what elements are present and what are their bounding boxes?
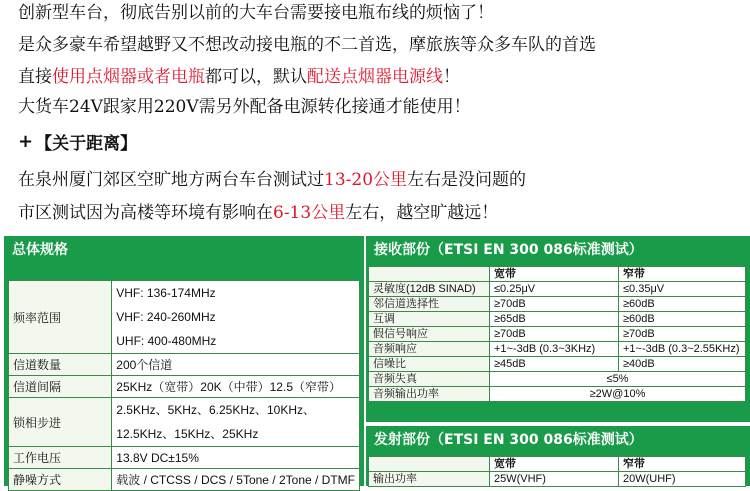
receive-panel-title: 接收部份（ETSI EN 300 086标准测试） [374, 242, 643, 258]
promo-line-2: 是众多豪车希望越野又不想改动接电瓶的不二首选，摩旅族等众多车队的首选 [18, 35, 596, 55]
transmit-col-narrow: 窄带 [619, 457, 746, 472]
step-label: 锁相步进 [9, 398, 112, 447]
audio-power-label: 音频输出功率 [369, 387, 490, 402]
receive-col-narrow: 窄带 [619, 267, 746, 282]
promo-highlight-1: 使用点烟器或者电瓶 [52, 67, 205, 87]
receive-row-narrow: ≥70dB [619, 327, 746, 342]
receive-row-label: 假信号响应 [369, 327, 490, 342]
table-row [9, 281, 360, 354]
distance-highlight-1: 13-20公里 [324, 170, 408, 190]
squelch-value: 载波 / CTCSS / DCS / 5Tone / 2Tone / DTMF [112, 469, 360, 491]
distortion-value: ≤5% [490, 372, 746, 387]
distortion-label: 音频失真 [369, 372, 490, 387]
receive-col-wide: 宽带 [490, 267, 619, 282]
receive-panel [366, 236, 750, 422]
spacing-label: 信道间隔 [9, 376, 112, 398]
step-value-1: 2.5KHz、5KHz、6.25KHz、10KHz、 [116, 403, 316, 417]
power-narrow: 20W(UHF) [619, 472, 746, 487]
transmit-panel [366, 426, 750, 486]
voltage-label: 工作电压 [9, 447, 112, 469]
receive-row-label: 信噪比 [369, 357, 490, 372]
transmit-header-blank [369, 457, 490, 472]
power-wide: 25W(VHF) [490, 472, 619, 487]
receive-row-narrow: ≤0.35μV [619, 282, 746, 297]
transmit-panel-title: 发射部份（ETSI EN 300 086标准测试） [374, 432, 643, 448]
table-row [369, 387, 746, 402]
freq-value [112, 281, 360, 354]
receive-row-label: 邻信道选择性 [369, 297, 490, 312]
table-row [369, 357, 746, 372]
freq-label: 频率范围 [9, 281, 112, 354]
receive-row-narrow: ≥60dB [619, 312, 746, 327]
distance-line-2-a: 市区测试因为高楼等环境有影响在 [18, 203, 273, 223]
promo-highlight-2: 配送点烟器电源线 [307, 67, 443, 87]
distance-line-1-a: 在泉州厦门郊区空旷地方两台车台测试过 [18, 170, 324, 190]
distance-line-1-b: 左右是没问题的 [407, 170, 527, 190]
receive-row-label: 音频响应 [369, 342, 490, 357]
spacing-value: 25KHz（宽带）20K（中带）12.5（窄带） [112, 376, 360, 398]
promo-line-3 [18, 67, 460, 87]
table-row [9, 376, 360, 398]
table-row [9, 447, 360, 469]
receive-row-wide: ≥45dB [490, 357, 619, 372]
step-value-2: 12.5KHz、15KHz、25KHz [116, 427, 259, 441]
audio-power-value: ≥2W@10% [490, 387, 746, 402]
table-row [369, 372, 746, 387]
receive-row-narrow: +1~-3dB (0.3~2.55KHz) [619, 342, 746, 357]
table-row [369, 267, 746, 282]
distance-heading [18, 129, 137, 154]
distance-line-1 [18, 170, 526, 190]
freq-value-2: VHF: 240-260MHz [116, 310, 216, 324]
power-label: 输出功率 [369, 472, 490, 487]
promo-line-3-c: ！ [443, 67, 460, 87]
transmit-col-wide: 宽带 [490, 457, 619, 472]
receive-row-label: 灵敏度(12dB SINAD) [369, 282, 490, 297]
distance-highlight-2: 6-13公里 [273, 203, 346, 223]
channels-label: 信道数量 [9, 354, 112, 376]
squelch-label: 静噪方式 [9, 469, 112, 491]
receive-row-label: 互调 [369, 312, 490, 327]
table-row [9, 354, 360, 376]
receive-row-wide: +1~-3dB (0.3~3KHz) [490, 342, 619, 357]
freq-value-1: VHF: 136-174MHz [116, 286, 216, 300]
receive-header-blank [369, 267, 490, 282]
promo-line-4: 大货车24V跟家用220V需另外配备电源转化接通才能使用！ [18, 97, 471, 117]
spec-panel [4, 236, 364, 486]
table-row [369, 282, 746, 297]
table-row [9, 398, 360, 447]
table-row [369, 342, 746, 357]
receive-row-wide: ≥65dB [490, 312, 619, 327]
table-row [369, 457, 746, 472]
spec-panel-title: 总体规格 [12, 242, 68, 258]
plus-icon: + [18, 131, 34, 152]
receive-row-wide: ≤0.25μV [490, 282, 619, 297]
spec-table [8, 280, 360, 491]
voltage-value: 13.8V DC±15% [112, 447, 360, 469]
distance-heading-text: 【关于距离】 [35, 134, 138, 154]
receive-row-narrow: ≥40dB [619, 357, 746, 372]
table-row [369, 472, 746, 487]
freq-value-3: UHF: 400-480MHz [116, 334, 217, 348]
promo-line-3-a: 直接 [18, 67, 52, 87]
table-row [369, 297, 746, 312]
promo-line-1: 创新型车台，彻底告别以前的大车台需要接电瓶布线的烦恼了！ [18, 3, 494, 23]
promo-line-3-b: 都可以，默认 [205, 67, 307, 87]
receive-table [368, 266, 746, 402]
channels-value: 200个信道 [112, 354, 360, 376]
distance-line-2 [18, 203, 498, 223]
distance-line-2-b: 左右，越空旷越远！ [345, 203, 499, 223]
table-row [369, 312, 746, 327]
step-value [112, 398, 360, 447]
table-row [369, 327, 746, 342]
receive-row-narrow: ≥60dB [619, 297, 746, 312]
transmit-table [368, 456, 746, 487]
table-row [9, 469, 360, 491]
receive-row-wide: ≥70dB [490, 297, 619, 312]
receive-row-wide: ≥70dB [490, 327, 619, 342]
